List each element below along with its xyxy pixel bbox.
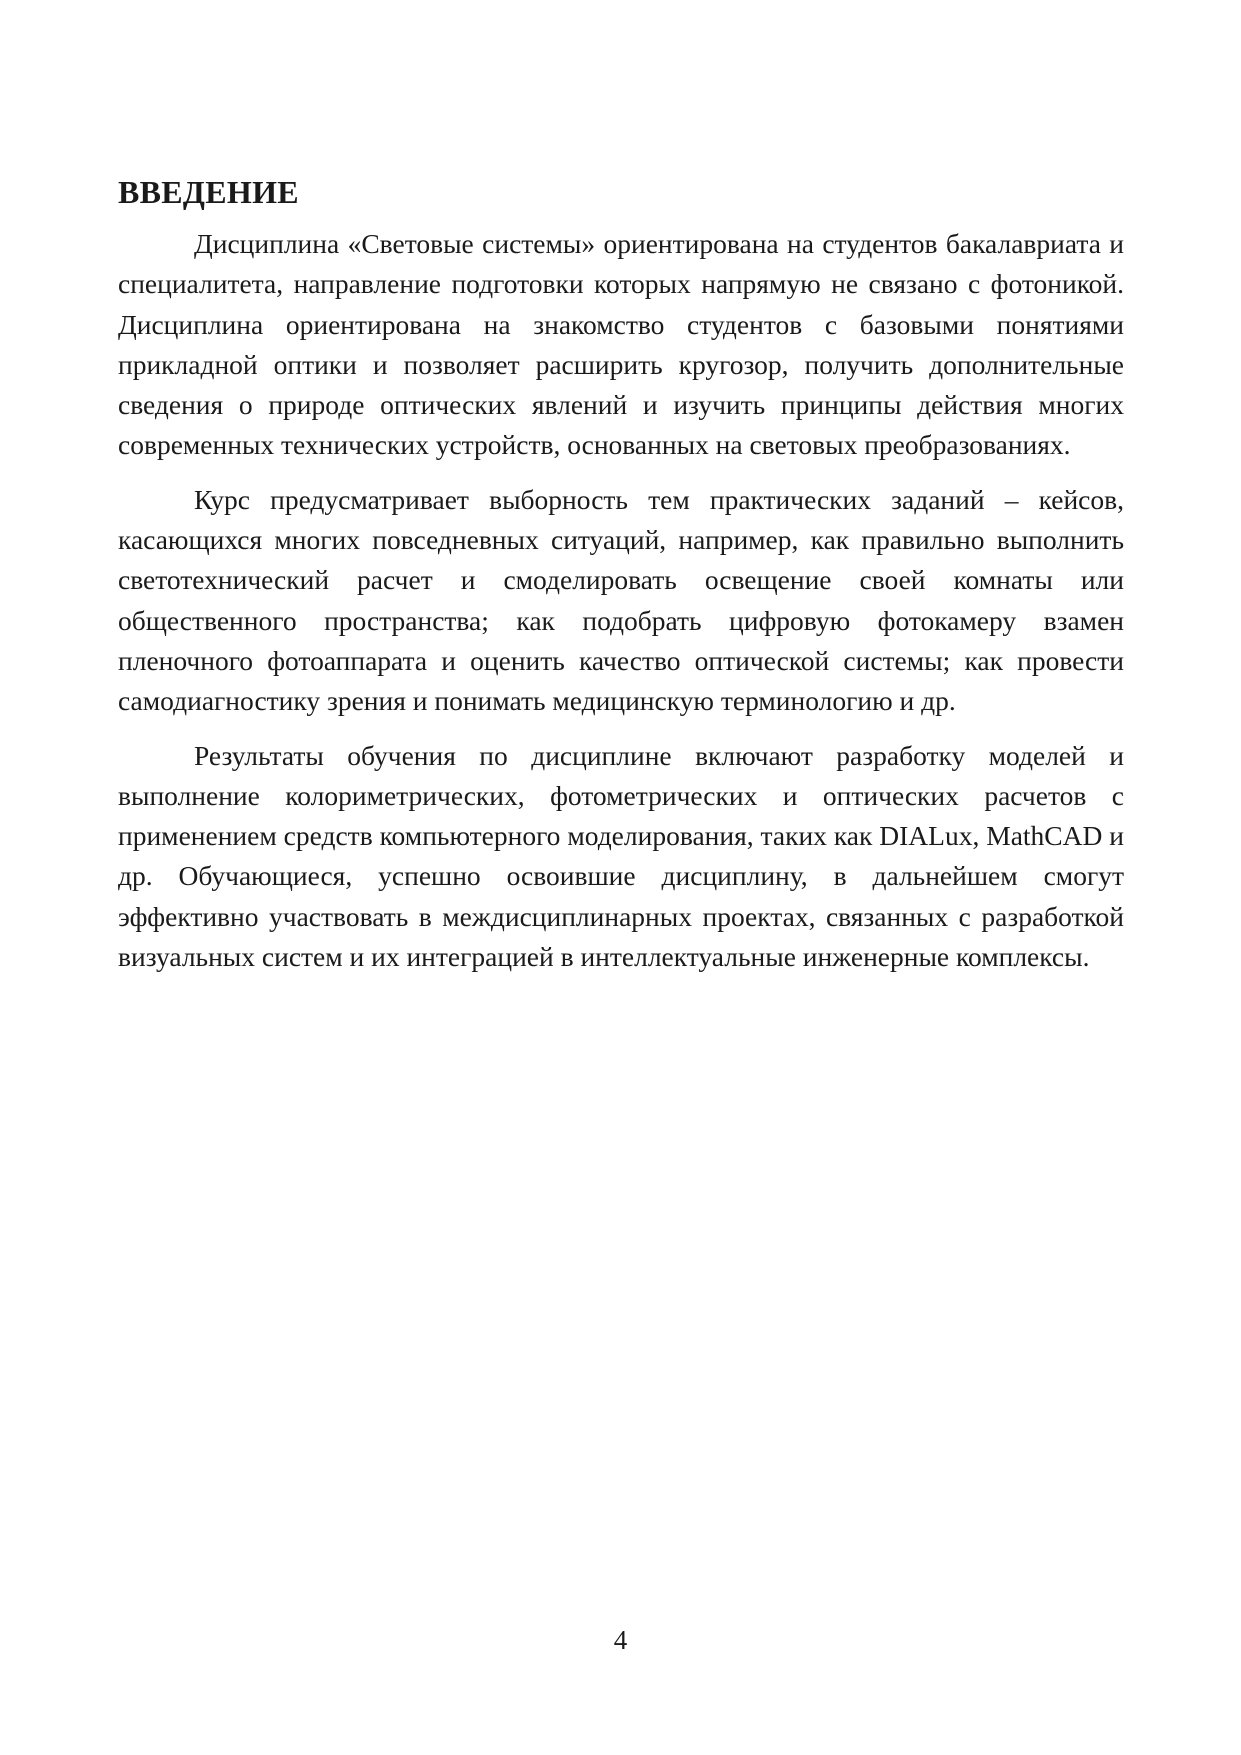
body-text [118, 224, 1124, 991]
paragraph-results: Результаты обучения по дисциплине включают разработку моделей и выполнение колориметрических, фотометрических и оптических расчетов с применением средств компьютерного моделирования, таких как DIALux, MathCAD и др. Обучающиеся, успешно освоившие дисциплину, в дальнейшем смогут эффективно участвовать в междисциплинарных проектах, связанных с разработкой визуальных систем и их интеграцией в интеллектуальные инженерные комплексы. [118, 739, 1124, 973]
page-number: 4 [613, 1625, 628, 1655]
section-heading: ВВЕДЕНИЕ [118, 174, 299, 210]
paragraph-course: Курс предусматривает выборность тем практических заданий – кейсов, касающихся многих повседневных ситуаций, например, как правильно выполнить светотехнический расчет и смоделировать освещение своей комнаты или общественного пространства; как подобрать цифровую фотокамеру взамен пленочного фотоаппарата и оценить качество оптической системы; как провести самодиагностику зрения и понимать медицинскую терминологию и др. [118, 483, 1124, 717]
paragraph-intro: Дисциплина «Световые системы» ориентирована на студентов бакалавриата и специалитета, направление подготовки которых напрямую не связано с фотоникой. Дисциплина ориентирована на знакомство студентов с базовыми понятиями прикладной оптики и позволяет расширить кругозор, получить дополнительные сведения о природе оптических явлений и изучить принципы действия многих современных технических устройств, основанных на световых преобразованиях. [118, 228, 1124, 461]
